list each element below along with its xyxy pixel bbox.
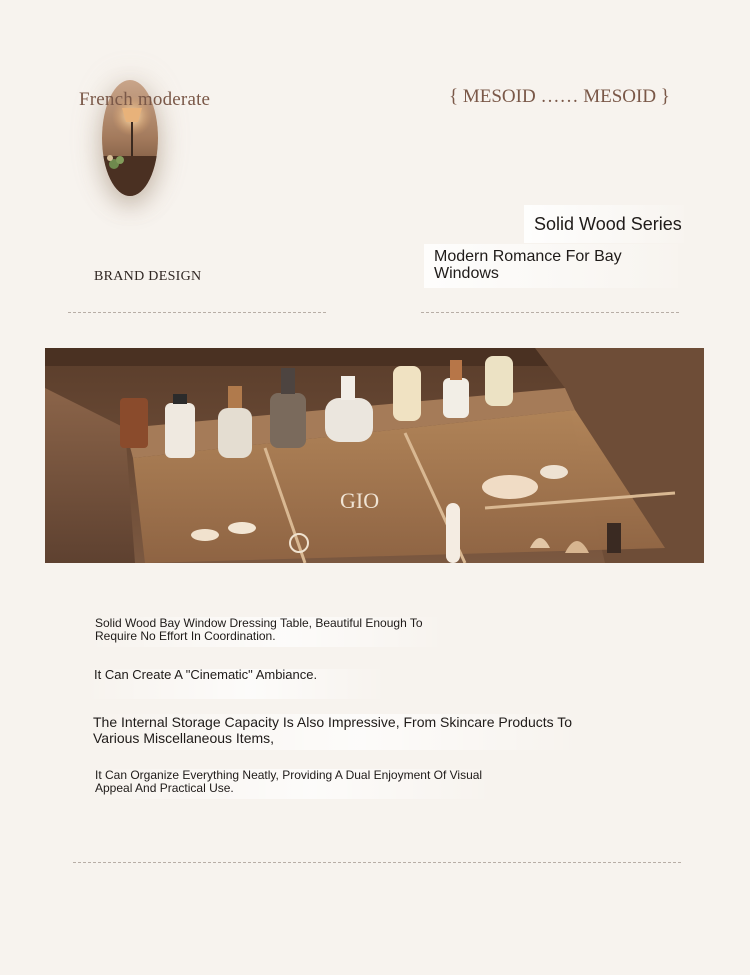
brand-title: French moderate (79, 89, 211, 110)
description-line-4: It Can Organize Everything Neatly, Providing A Dual Enjoyment Of Visual Appeal And Practical Use. (85, 769, 495, 799)
series-title: Solid Wood Series (524, 205, 684, 243)
brand-name-decorated: { MESOID …… MESOID } (449, 86, 670, 107)
series-subtitle: Modern Romance For Bay Windows (424, 244, 678, 288)
description-line-1: Solid Wood Bay Window Dressing Table, Beautiful Enough To Require No Effort In Coordination. (85, 617, 447, 647)
divider-bottom (73, 862, 681, 863)
product-photo-drawer (45, 348, 704, 563)
divider-left (68, 312, 326, 313)
divider-right (421, 312, 679, 313)
svg-text:GIO: GIO (340, 488, 380, 513)
brand-design-label: BRAND DESIGN (94, 269, 202, 284)
description-line-2: It Can Create A "Cinematic" Ambiance. (84, 669, 388, 699)
description-line-3: The Internal Storage Capacity Is Also Impressive, From Skincare Products To Various Miscellaneous Items, (83, 714, 583, 750)
